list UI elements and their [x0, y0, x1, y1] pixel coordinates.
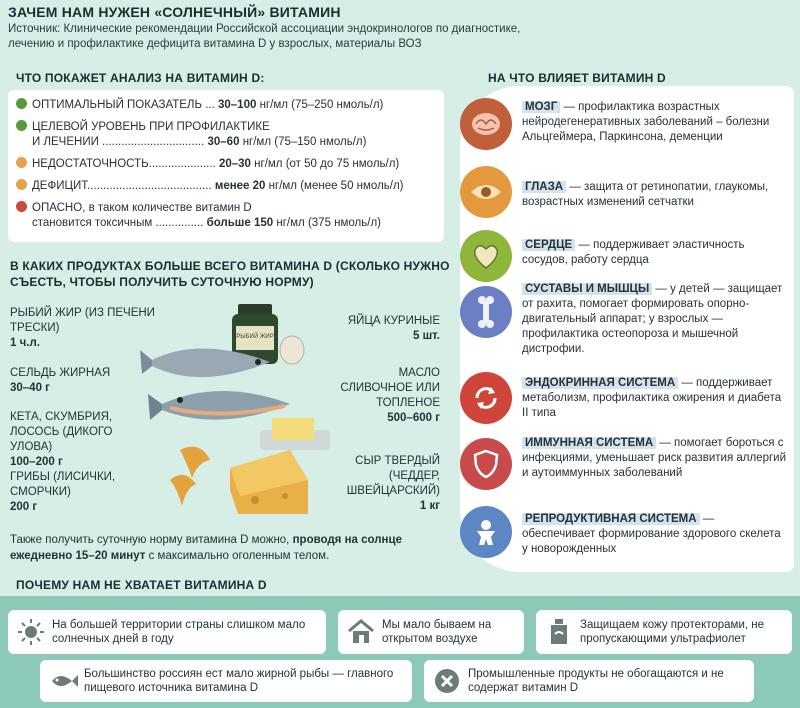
effect-endocrine: ЭНДОКРИННАЯ СИСТЕМА — поддерживает метаболизм, профилактика ожирения и диабета II типа [522, 377, 782, 419]
effect-immune: ИММУННАЯ СИСТЕМА — помогает бороться с инфекциями, уменьшает риск развития аллергий и аутоиммунных заболеваний [522, 437, 787, 479]
analysis-panel [8, 90, 444, 242]
analysis-row-target: ЦЕЛЕВОЙ УРОВЕНЬ ПРИ ПРОФИЛАКТИКЕ [16, 120, 270, 135]
no-icon [432, 666, 462, 696]
analysis-row-deficit: ДЕФИЦИТ....................................... менее 20 нг/мл (менее 50 нмоль/л) [16, 179, 404, 194]
why-card-fish: Большинство россиян ест мало жирной рыбы — главного пищевого источника витамина D [40, 660, 412, 702]
mushroom-icon [170, 447, 210, 506]
source-note: Источник: Клинические рекомендации Российской ассоциации эндокринологов по диагностике, лечению и профилактике дефицита витамина D у взрослых, материалы ВОЗ [8, 23, 521, 50]
effect-joints: СУСТАВЫ И МЫШЦЫ — у детей — защищает от рахита, помогает формировать опорно-двигательный аппарат; у взрослых — профилактика остеопороза и мышечной дистрофии. [522, 283, 783, 355]
shield-icon [460, 438, 512, 490]
food-cheese: СЫР ТВЕРДЫЙ (ЧЕДДЕР, ШВЕЙЦАРСКИЙ) 1 кг [346, 455, 440, 512]
cycle-icon [460, 372, 512, 424]
why-card-sunscreen: Защищаем кожу протекторами, не пропускающими ультрафиолет [536, 610, 792, 654]
why-card-industrial: Промышленные продукты не обогащаются и не содержат витамин D [424, 660, 754, 702]
why-card-sun: На большей территории страны слишком мало солнечных дней в году [8, 610, 326, 654]
foods-illustration [140, 300, 350, 530]
why-heading: ПОЧЕМУ НАМ НЕ ХВАТАЕТ ВИТАМИНА D [16, 578, 267, 592]
effect-heart: СЕРДЦЕ — поддерживает эластичность сосудов, работу сердца [522, 239, 745, 266]
effects-heading: НА ЧТО ВЛИЯЕТ ВИТАМИН D [488, 71, 666, 85]
food-herring: СЕЛЬДЬ ЖИРНАЯ 30–40 г [10, 367, 111, 394]
status-dot-icon [16, 179, 27, 190]
analysis-heading: ЧТО ПОКАЖЕТ АНАЛИЗ НА ВИТАМИН D: [16, 71, 265, 85]
food-fish-oil: РЫБИЙ ЖИР (ИЗ ПЕЧЕНИ ТРЕСКИ) 1 ч.л. [10, 307, 155, 349]
status-dot-icon [16, 120, 27, 131]
page-title: ЗАЧЕМ НАМ НУЖЕН «СОЛНЕЧНЫЙ» ВИТАМИН [8, 4, 341, 20]
food-mushrooms: ГРИБЫ (ЛИСИЧКИ, СМОРЧКИ) 200 г [10, 471, 116, 513]
foods-heading: В КАКИХ ПРОДУКТАХ БОЛЬШЕ ВСЕГО ВИТАМИНА D (СКОЛЬКО НУЖНО СЪЕСТЬ, ЧТОБЫ ПОЛУЧИТЬ СУТОЧНУЮ НОРМУ) [10, 259, 450, 289]
effect-eyes: ГЛАЗА — защита от ретинопатии, глаукомы, возрастных изменений сетчатки [522, 181, 769, 208]
sunscreen-icon [544, 617, 574, 647]
fish-icon [48, 666, 78, 696]
heart-icon [460, 230, 512, 282]
analysis-row-optimal: ОПТИМАЛЬНЫЙ ПОКАЗАТЕЛЬ ... 30–100 нг/мл (75–250 нмоль/л) [16, 98, 383, 113]
status-dot-icon [16, 98, 27, 109]
butter-icon [260, 418, 330, 450]
bone-icon [460, 286, 512, 338]
salmon-icon [148, 391, 290, 420]
food-butter: МАСЛО СЛИВОЧНОЕ ИЛИ ТОПЛЕНОЕ 500–600 г [340, 367, 440, 424]
cheese-icon [230, 450, 308, 514]
egg-icon [280, 336, 304, 364]
food-eggs: ЯЙЦА КУРИНЫЕ 5 шт. [347, 315, 440, 342]
brain-icon [460, 98, 512, 150]
why-card-outdoor: Мы мало бываем на открытом воздухе [338, 610, 524, 654]
jar-label: РЫБИЙ ЖИР [236, 334, 274, 340]
effects-panel [460, 86, 794, 572]
status-dot-icon [16, 201, 27, 212]
effect-brain: МОЗГ — профилактика возрастных нейродегенеративных заболеваний – болезни Альцгеймера, Паркинсона, деменции [522, 101, 770, 143]
analysis-row-insufficient: НЕДОСТАТОЧНОСТЬ..................... 20–30 нг/мл (от 50 до 75 нмоль/л) [16, 157, 399, 172]
sun-note: Также получить суточную норму витамина D можно, проводя на солнце ежедневно 15–20 минут с максимально оголенным телом. [10, 534, 402, 562]
food-salmon: КЕТА, СКУМБРИЯ, ЛОСОСЬ (ДИКОГО УЛОВА) 100–200 г [10, 411, 113, 468]
effect-reproductive: РЕПРОДУКТИВНАЯ СИСТЕМА — обеспечивает формирование здорового скелета у новорожденных [522, 513, 781, 555]
analysis-row-danger-cont: становится токсичным ............... больше 150 нг/мл (375 нмоль/л) [32, 217, 381, 229]
eye-icon [460, 166, 512, 218]
status-dot-icon [16, 157, 27, 168]
analysis-row-danger: ОПАСНО, в таком количестве витамин D [16, 201, 252, 216]
analysis-row-target-cont: И ЛЕЧЕНИИ ................................ 30–60 нг/мл (75–150 нмоль/л) [32, 136, 367, 148]
house-icon [346, 617, 376, 647]
sun-icon [16, 617, 46, 647]
baby-icon [460, 506, 512, 558]
